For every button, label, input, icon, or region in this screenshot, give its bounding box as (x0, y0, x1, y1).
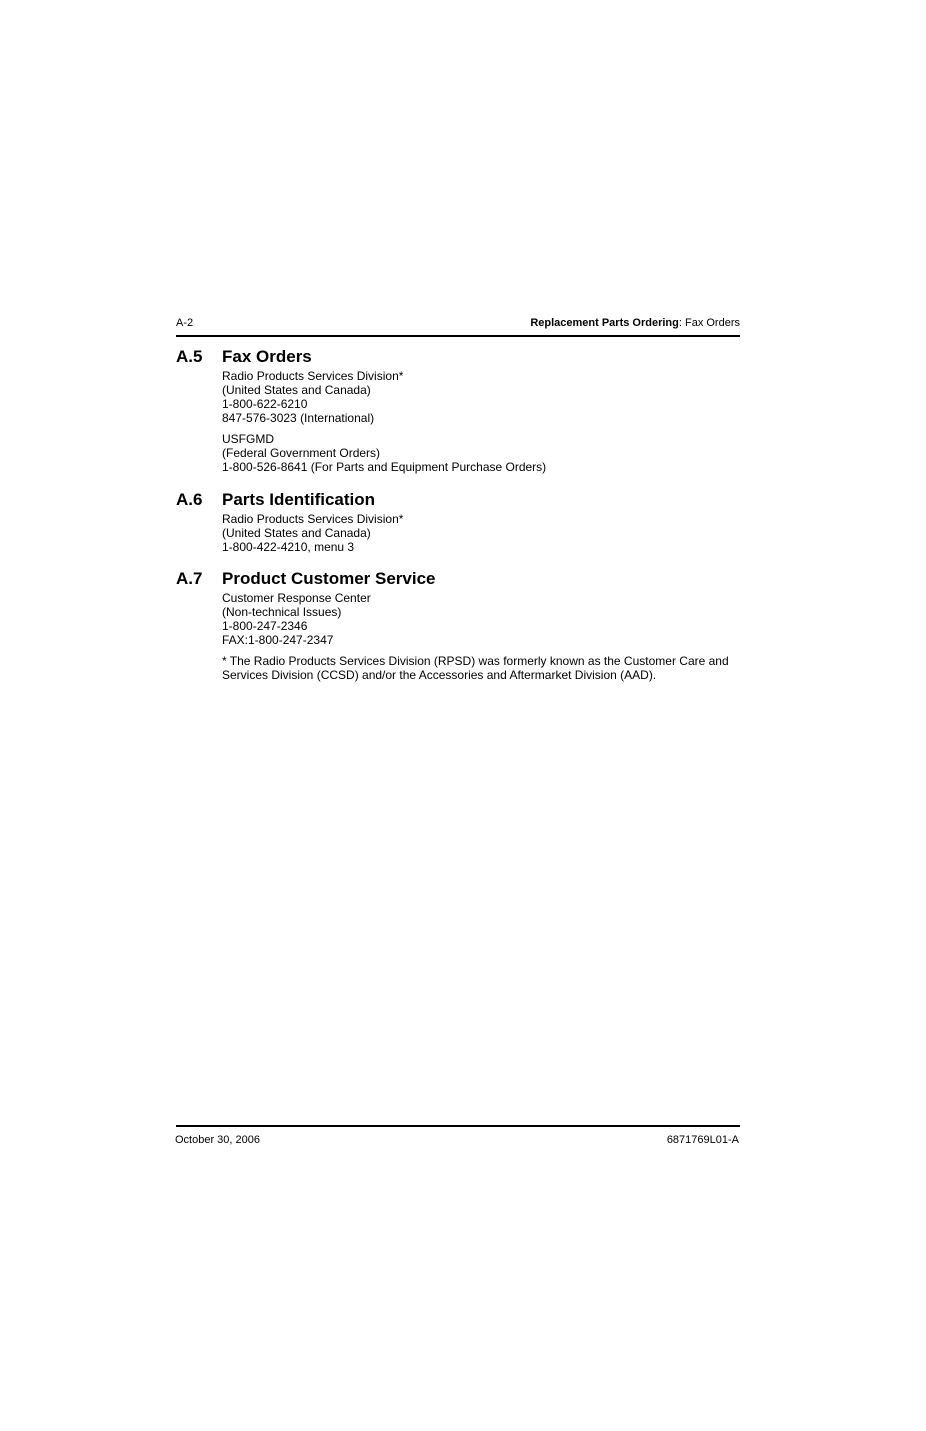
contact-block (222, 512, 740, 554)
section-title: Fax Orders (222, 347, 312, 366)
contact-line: (Federal Government Orders) (222, 446, 381, 460)
contact-line: Radio Products Services Division* (222, 512, 404, 526)
contact-line: (United States and Canada) (222, 526, 371, 540)
footnote-line: * The Radio Products Services Division (RPSD) was formerly known as the Customer Care and (222, 654, 729, 668)
contact-block (222, 432, 740, 474)
running-title-section: : Fax Orders (678, 317, 740, 329)
section-parts-identification (176, 490, 740, 554)
footnote-line: Services Division (CCSD) and/or the Accessories and Aftermarket Division (AAD). (222, 668, 657, 682)
footer-date: October 30, 2006 (175, 1134, 261, 1146)
contact-line: Customer Response Center (222, 591, 371, 605)
contact-line: 1-800-422-4210, menu 3 (222, 540, 355, 554)
section-product-customer-service (176, 569, 740, 682)
section-heading (176, 569, 740, 591)
footnote (222, 654, 740, 682)
running-title-chapter: Replacement Parts Ordering (530, 317, 679, 329)
contact-line: 1-800-247-2346 (222, 619, 308, 633)
section-heading (176, 490, 740, 512)
contact-block (222, 369, 740, 425)
section-heading (176, 347, 740, 369)
contact-line: (Non-technical Issues) (222, 605, 342, 619)
footer-rule (176, 1125, 740, 1127)
contact-line: Radio Products Services Division* (222, 369, 404, 383)
contact-block (222, 591, 740, 647)
section-number: A.6 (176, 490, 203, 509)
running-title (530, 316, 740, 330)
section-title: Product Customer Service (222, 569, 436, 588)
contact-line: 847-576-3023 (International) (222, 411, 375, 425)
contact-line: FAX:1-800-247-2347 (222, 633, 334, 647)
page-header (176, 316, 740, 336)
section-title: Parts Identification (222, 490, 376, 509)
contact-line: (United States and Canada) (222, 383, 371, 397)
contact-line: 1-800-622-6210 (222, 397, 308, 411)
document-number: 6871769L01-A (666, 1134, 739, 1146)
header-rule (176, 335, 740, 337)
section-number: A.5 (176, 347, 203, 366)
contact-line: 1-800-526-8641 (For Parts and Equipment Purchase Orders) (222, 460, 547, 474)
contact-line: USFGMD (222, 432, 274, 446)
page-number: A-2 (176, 317, 194, 329)
section-number: A.7 (176, 569, 203, 588)
section-fax-orders (176, 347, 740, 474)
